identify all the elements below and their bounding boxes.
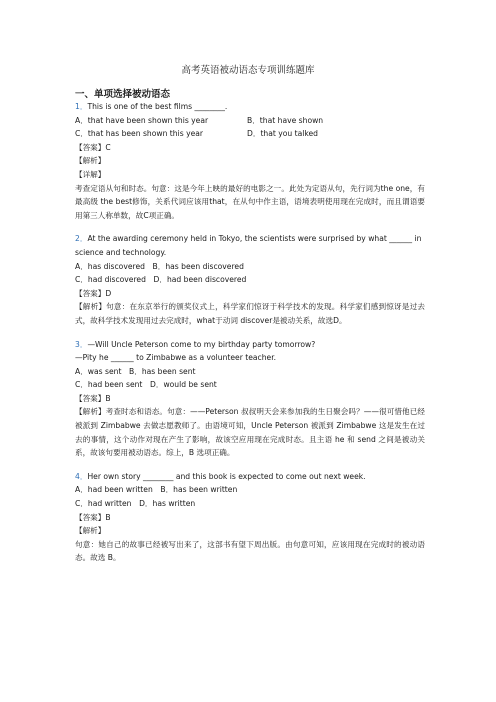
question-number: 3． [75,339,88,349]
question-number: 1． [75,102,88,111]
option-d: D．that you talked [247,129,319,139]
section-heading: 一、单项选择被动语态 [75,89,171,100]
question-1 [75,100,425,222]
explanation-text: 考查定语从句和时态。句意：这是今年上映的最好的电影之一。此处为定语从句，先行词为the one，有最高级 the best修饰，关系代词应该用that，在从句中作主语，语境表明使用现在完成时，而且谓语要用第三人称单数，故C项正确。 [75,183,425,220]
question-number: 4． [75,471,88,481]
answer-line: 【答案】B [75,512,111,522]
page-title: 高考英语被动语态专项训练题库 [181,65,315,76]
question-text: This is one of the best films ________. [87,102,228,111]
options-line: A．has discovered B．has been discovered [75,261,244,271]
options-line: C．had written D．has written [75,499,196,509]
question-3 [75,338,425,460]
question-2 [75,232,425,327]
answer-line: 【答案】D [75,288,112,298]
question-stem [75,232,425,259]
options-line: C．had discovered D．had been discovered [75,275,247,285]
question-stem [75,338,425,352]
question-4 [75,470,425,565]
options-line: A．had been written B．has been written [75,485,238,495]
question-text: At the awarding ceremony held in Tokyo, the scientists were surprised by what ______ in science and technology. [75,234,422,257]
options-line: C．had been sent D．would be sent [75,380,217,390]
question-list [75,100,425,565]
option-c: C．that has been shown this year [75,129,204,139]
option-a: A．that have been shown this year [75,115,209,125]
options-row [75,114,425,128]
question-text: Her own story ________ and this book is expected to come out next week. [87,471,366,481]
analysis-label: 【解析】 [75,156,106,166]
question-stem [75,100,425,114]
question-number: 2． [75,234,88,244]
question-stem [75,470,425,484]
options-line: A．was sent B．has been sent [75,366,196,376]
answer-line: 【答案】C [75,142,111,152]
detail-label: 【详解】 [75,169,106,179]
explanation-text: 【解析】句意：在东京举行的颁奖仪式上，科学家们惊讶于科学技术的发现。科学家们感到惊讶是过去式，故科学技术发现用过去完成时，what于动词 discover是被动关系，故选D。 [75,302,425,325]
question-text-line-2: —Pity he ______ to Zimbabwe as a volunteer teacher. [75,353,277,363]
explanation-text: 句意：她自己的故事已经被写出来了，这部书有望下周出版。由句意可知，应该用现在完成时的被动语态。故选 B。 [75,539,425,563]
explanation-text: 【解析】考查时态和语态。句意：——Peterson 叔叔明天会来参加我的生日聚会吗？——很可惜他已经被派到 Zimbabwe 去做志愿教师了。由语境可知，Uncle Peterson 被派到 Zimbabwe 这是发生在过去的事情，这个动作对现在产生了影响，故该空应用现在完成时态。且主语 he 和 send 之间是被动关系，故该句要用被动语态。综上，B 选项正确。 [75,407,425,458]
answer-line: 【答案】B [75,393,111,403]
option-b: B．that have shown [247,115,324,125]
analysis-label: 【解析】 [75,526,106,536]
options-row [75,127,425,141]
question-text: —Will Uncle Peterson come to my birthday party tomorrow? [87,339,316,349]
